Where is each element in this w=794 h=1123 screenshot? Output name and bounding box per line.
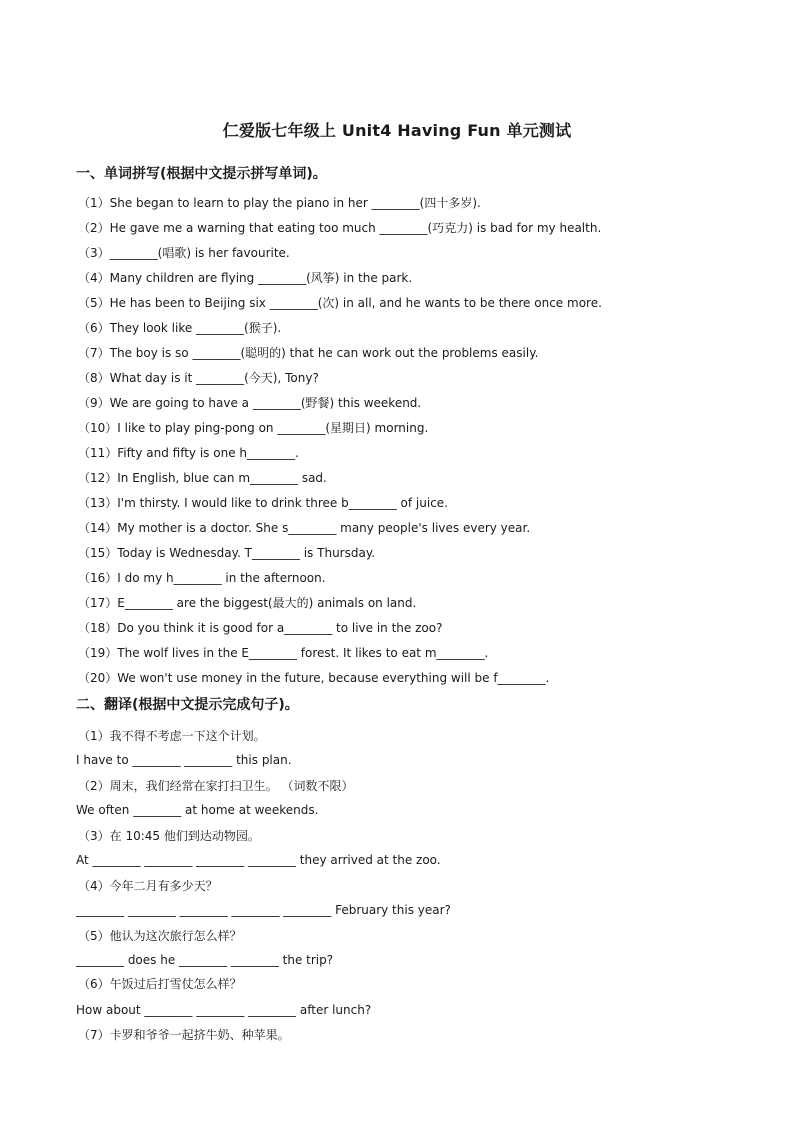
- question-4: （4）Many children are flying ________(风筝) in the park.: [78, 271, 413, 285]
- question-12: （12）In English, blue can m________ sad.: [78, 471, 327, 485]
- question-2: （2）He gave me a warning that eating too much ________(巧克力) is bad for my health.: [78, 221, 602, 235]
- section-2-heading: 二、翻译(根据中文提示完成句子)。: [76, 697, 299, 713]
- question-9: （9）We are going to have a ________(野餐) this weekend.: [78, 396, 422, 410]
- translation-answer-1: I have to ________ ________ this plan.: [76, 753, 292, 767]
- question-14: （14）My mother is a doctor. She s________ many people's lives every year.: [78, 521, 531, 535]
- question-17: （17）E________ are the biggest(最大的) animals on land.: [78, 596, 417, 610]
- translation-prompt-4: （4）今年二月有多少天？: [78, 879, 218, 893]
- question-13: （13）I'm thirsty. I would like to drink three b________ of juice.: [78, 496, 448, 510]
- question-16: （16）I do my h________ in the afternoon.: [78, 571, 326, 585]
- translation-answer-6: How about ________ ________ ________ after lunch?: [76, 1003, 372, 1017]
- translation-answer-3: At ________ ________ ________ ________ they arrived at the zoo.: [76, 853, 441, 867]
- translation-prompt-3: （3）在 10:45 他们到达动物园。: [78, 829, 260, 843]
- question-7: （7）The boy is so ________(聪明的) that he can work out the problems easily.: [78, 346, 539, 360]
- question-3: （3）________(唱歌) is her favourite.: [78, 246, 290, 260]
- translation-answer-5: ________ does he ________ ________ the trip?: [76, 953, 334, 967]
- translation-prompt-2: （2）周末，我们经常在家打扫卫生。 （词数不限）: [78, 779, 354, 793]
- page-title: 仁爱版七年级上 Unit4 Having Fun 单元测试: [222, 121, 572, 140]
- question-8: （8）What day is it ________(今天), Tony?: [78, 371, 319, 385]
- section-1-heading: 一、单词拼写(根据中文提示拼写单词)。: [76, 166, 327, 182]
- question-6: （6）They look like ________(猴子).: [78, 321, 282, 335]
- question-1: （1）She began to learn to play the piano in her ________(四十多岁).: [78, 196, 481, 210]
- question-19: （19）The wolf lives in the E________ forest. It likes to eat m________.: [78, 646, 489, 660]
- translation-answer-4: ________ ________ ________ ________ ________ February this year?: [76, 903, 451, 917]
- translation-answer-2: We often ________ at home at weekends.: [76, 803, 319, 817]
- question-5: （5）He has been to Beijing six ________(次) in all, and he wants to be there once more.: [78, 296, 602, 310]
- question-18: （18）Do you think it is good for a________ to live in the zoo?: [78, 621, 443, 635]
- question-15: （15）Today is Wednesday. T________ is Thursday.: [78, 546, 376, 560]
- translation-prompt-7: （7）卡罗和爷爷一起挤牛奶、种苹果。: [78, 1028, 290, 1042]
- question-20: （20）We won't use money in the future, because everything will be f________.: [78, 671, 550, 685]
- translation-prompt-1: （1）我不得不考虑一下这个计划。: [78, 729, 266, 743]
- translation-prompt-6: （6）午饭过后打雪仗怎么样？: [78, 977, 242, 991]
- translation-prompt-5: （5）他认为这次旅行怎么样？: [78, 929, 242, 943]
- question-10: （10）I like to play ping-pong on ________(星期日) morning.: [78, 421, 429, 435]
- question-11: （11）Fifty and fifty is one h________.: [78, 446, 299, 460]
